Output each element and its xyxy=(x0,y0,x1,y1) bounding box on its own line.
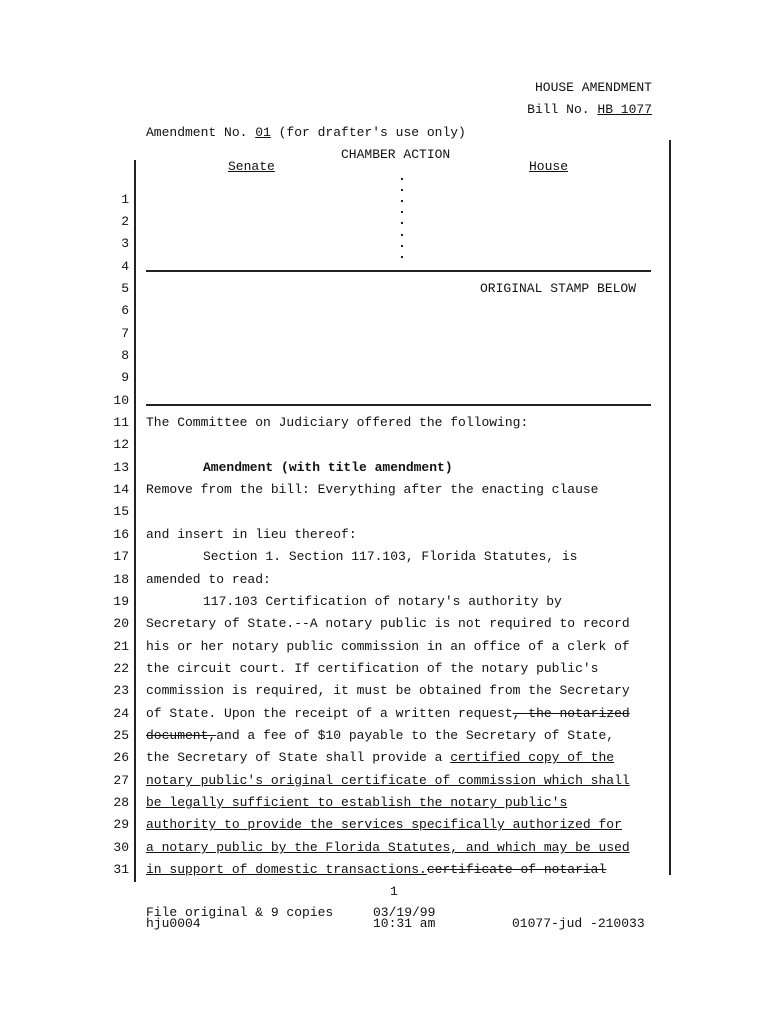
amendment-number-line xyxy=(146,125,466,141)
chamber-bottom-rule xyxy=(146,270,651,272)
line-number: 8 xyxy=(121,348,129,363)
body-line-28: be legally sufficient to establish the notary public's xyxy=(146,795,568,810)
body-line-14: Remove from the bill: Everything after the enacting clause xyxy=(146,482,599,497)
body-line-26 xyxy=(146,750,614,766)
body-line-20: Secretary of State.--A notary public is not required to record xyxy=(146,616,630,631)
line-number: 12 xyxy=(113,437,129,452)
body-text: of State. Upon the receipt of a written request xyxy=(146,706,513,721)
line-number: 6 xyxy=(121,303,129,318)
line-number: 30 xyxy=(113,840,129,855)
line-number: 18 xyxy=(113,572,129,587)
amendment-prefix: Amendment No. xyxy=(146,125,256,140)
line-number: 16 xyxy=(113,527,129,542)
footer-copies: File original & 9 copies xyxy=(146,905,334,920)
footer-ref: 01077-jud -210033 xyxy=(512,916,645,931)
line-number: 19 xyxy=(113,594,129,609)
page-number: 1 xyxy=(390,884,398,899)
body-line-29: authority to provide the services specifically authorized for xyxy=(146,817,622,832)
body-text: the Secretary of State shall provide a xyxy=(146,750,451,765)
line-number: 10 xyxy=(113,393,129,408)
line-number: 4 xyxy=(121,259,129,274)
line-number: 2 xyxy=(121,214,129,229)
line-number: 27 xyxy=(113,773,129,788)
footer-code: hju0004 xyxy=(146,916,201,931)
house-label: House xyxy=(529,159,569,174)
footer-date: 03/19/99 xyxy=(373,905,436,920)
line-number: 3 xyxy=(121,236,129,251)
bill-prefix: Bill No. xyxy=(527,102,598,117)
body-text: and a fee of $10 payable to the Secretary of State, xyxy=(216,728,615,743)
committee-line: The Committee on Judiciary offered the following: xyxy=(146,415,529,430)
body-line-23: commission is required, it must be obtained from the Secretary xyxy=(146,683,630,698)
line-number: 13 xyxy=(113,460,129,475)
line-number: 15 xyxy=(113,504,129,519)
amendment-number: 01 xyxy=(255,125,271,140)
body-line-21: his or her notary public commission in an office of a clerk of xyxy=(146,639,630,654)
inserted-text: certified copy of the xyxy=(450,750,615,765)
body-line-30: a notary public by the Florida Statutes, and which may be used xyxy=(146,840,630,855)
struck-text: document, xyxy=(146,728,217,743)
body-line-22: the circuit court. If certification of the notary public's xyxy=(146,661,599,676)
body-line-31 xyxy=(146,862,606,878)
line-number: 29 xyxy=(113,817,129,832)
line-number: 25 xyxy=(113,728,129,743)
line-number: 20 xyxy=(113,616,129,631)
body-line-18: amended to read: xyxy=(146,572,271,587)
body-line-19: 117.103 Certification of notary's authority by xyxy=(203,594,562,609)
senate-label: Senate xyxy=(228,159,275,174)
struck-text: , the notarized xyxy=(512,706,630,721)
line-number: 1 xyxy=(121,192,129,207)
line-number: 5 xyxy=(121,281,129,296)
line-number: 9 xyxy=(121,370,129,385)
chamber-action-title: CHAMBER ACTION xyxy=(341,147,451,162)
line-number: 17 xyxy=(113,549,129,564)
line-number: 31 xyxy=(113,862,129,877)
line-number: 23 xyxy=(113,683,129,698)
line-number: 28 xyxy=(113,795,129,810)
body-line-17: Section 1. Section 117.103, Florida Statutes, is xyxy=(203,549,578,564)
body-line-16: and insert in lieu thereof: xyxy=(146,527,357,542)
struck-text: certificate of notarial xyxy=(426,862,607,877)
house-amendment-title: HOUSE AMENDMENT xyxy=(534,80,652,95)
line-number: 24 xyxy=(113,706,129,721)
bill-number-line xyxy=(527,102,652,118)
footer-time: 10:31 am xyxy=(373,916,436,931)
line-number: 22 xyxy=(113,661,129,676)
amendment-suffix: (for drafter's use only) xyxy=(270,125,466,140)
bill-number: HB 1077 xyxy=(597,102,652,117)
body-line-25 xyxy=(146,728,614,744)
line-number: 21 xyxy=(113,639,129,654)
body-line-27: notary public's original certificate of commission which shall xyxy=(146,773,630,788)
line-number: 11 xyxy=(113,415,129,430)
original-stamp-label: ORIGINAL STAMP BELOW xyxy=(480,281,637,296)
body-line-24 xyxy=(146,706,630,722)
right-margin-rule xyxy=(669,140,671,875)
line-number: 7 xyxy=(121,326,129,341)
stamp-bottom-rule xyxy=(146,404,651,406)
line-number: 26 xyxy=(113,750,129,765)
amendment-heading: Amendment (with title amendment) xyxy=(203,460,453,475)
left-margin-rule xyxy=(134,160,136,882)
line-number: 14 xyxy=(113,482,129,497)
inserted-text: in support of domestic transactions. xyxy=(146,862,427,877)
